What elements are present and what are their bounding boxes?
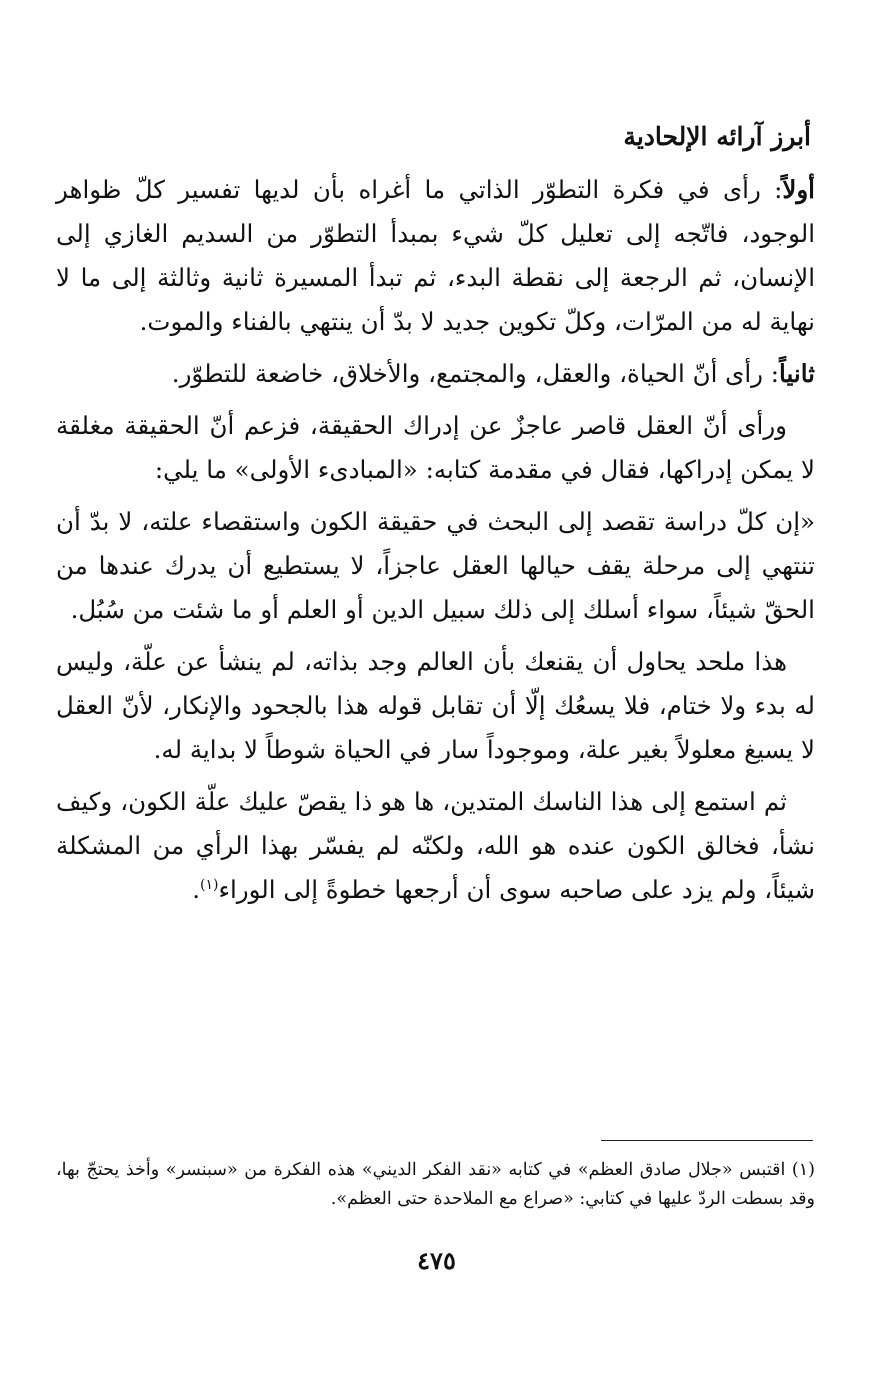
paragraph-sixth <box>56 780 815 912</box>
footnote <box>56 1156 815 1214</box>
quote-paragraph: «إن كلّ دراسة تقصد إلى البحث في حقيقة الكون واستقصاء علته، لا بدّ أن تنتهي إلى مرحلة يقف حيالها العقل عاجزاً، لا يستطيع أن يدرك عندها من الحقّ شيئاً، سواء أسلك إلى ذلك سبيل الدين أو العلم أو ما شئت من سُبُل. <box>56 507 815 624</box>
footnote-reference[interactable]: (١) <box>199 876 219 893</box>
paragraph-first <box>56 168 815 344</box>
paragraph-second-text: : رأى أنّ الحياة، والعقل، والمجتمع، والأخلاق، خاضعة للتطوّر. <box>171 359 780 388</box>
paragraph-third: ورأى أنّ العقل قاصر عاجزٌ عن إدراك الحقيقة، فزعم أنّ الحقيقة مغلقة لا يمكن إدراكها، فقال في مقدمة كتابه: «المبادىء الأولى» ما يلي: <box>56 411 815 484</box>
body-text <box>56 168 815 920</box>
footnote-divider <box>601 1140 813 1141</box>
footnote-text: (١) اقتبس «جلال صادق العظم» في كتابه «نقد الفكر الديني» هذه الفكرة من «سبنسر» وأخذ يحتجّ بها، وقد بسطت الردّ عليها في كتابي: «صراع مع الملاحدة حتى العظم». <box>56 1160 815 1209</box>
page-number: ٤٧٥ <box>417 1246 456 1275</box>
paragraph-sixth-text: ثم استمع إلى هذا الناسك المتدين، ها هو ذا يقصّ عليك علّة الكون، وكيف نشأ، فخالق الكون عنده هو الله، ولكنّه لم يفسّر بهذا الرأي من المشكلة شيئاً، ولم يزد على صاحبه سوى أن أرجعها خطوةً إلى الوراء <box>56 787 815 904</box>
paragraph-sixth-end: . <box>192 875 200 904</box>
paragraph-second <box>56 352 815 396</box>
section-heading: أبرز آرائه الإلحادية <box>623 122 811 151</box>
paragraph-second-lead: ثانياً <box>779 359 815 388</box>
paragraph-first-lead: أولاً <box>782 175 815 204</box>
paragraph-first-text: : رأى في فكرة التطوّر الذاتي ما أغراه بأن لديها تفسير كلّ ظواهر الوجود، فاتّجه إلى تعليل كلّ شيء بمبدأ التطوّر من السديم الغازي إلى الإنسان، ثم الرجعة إلى نقطة البدء، ثم تبدأ المسيرة ثانية وثالثة إلى ما لا نهاية له من المرّات، وكلّ تكوين جديد لا بدّ أن ينتهي بالفناء والموت. <box>56 175 815 336</box>
paragraph-fifth: هذا ملحد يحاول أن يقنعك بأن العالم وجد بذاته، لم ينشأ عن علّة، وليس له بدء ولا ختام، فلا يسعُك إلّا أن تقابل قوله هذا بالجحود والإنكار، لأنّ العقل لا يسيغ معلولاً بغير علة، وموجوداً سار في الحياة شوطاً لا بداية له. <box>56 647 815 764</box>
